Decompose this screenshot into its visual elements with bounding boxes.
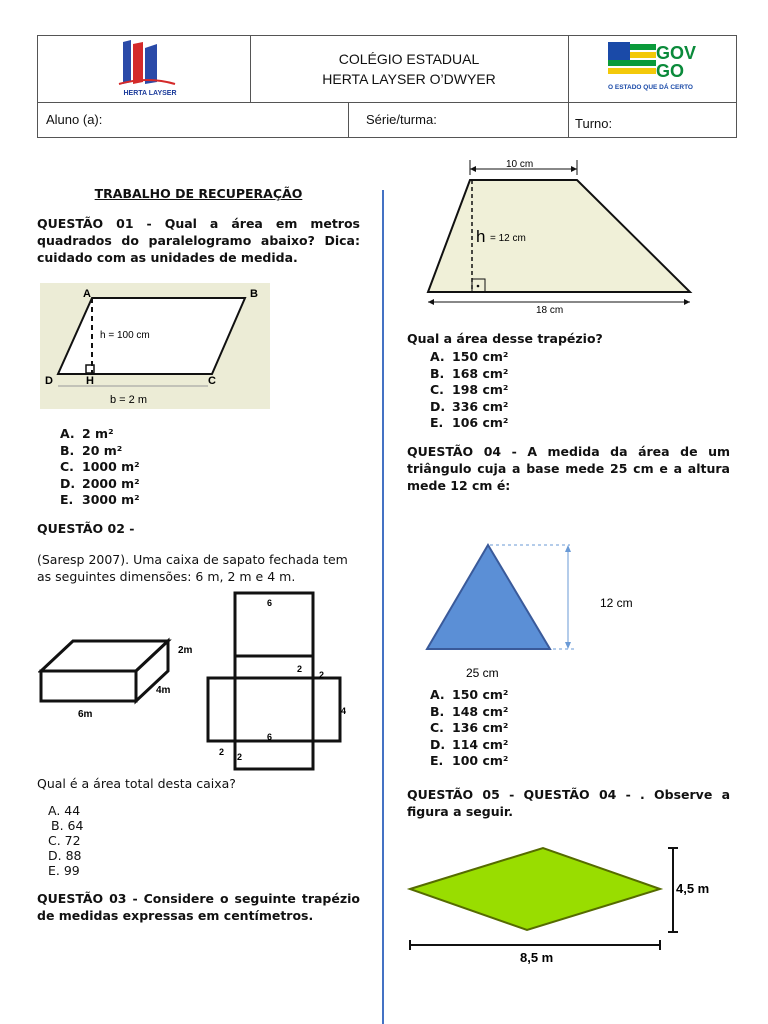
question-05-text: QUESTÃO 05 - QUESTÃO 04 - . Observe a figura a seguir. [407, 787, 730, 819]
option-letter: B. [60, 442, 75, 458]
school-logo-text: HERTA LAYSER [123, 90, 177, 97]
header-col-divider-4 [568, 102, 569, 138]
header-col-divider-3 [348, 102, 349, 138]
option-text: 150 cm² [452, 687, 509, 702]
vertex-b-label: B [250, 288, 258, 300]
trapezoid-top-label: 10 cm [506, 159, 534, 170]
q2-option-a[interactable]: A. 44 [48, 803, 81, 818]
option-text: 3000 m² [82, 492, 140, 507]
rhombus-figure [400, 840, 720, 970]
net-label-b: 2 [319, 670, 325, 680]
option-text: 2 m² [82, 426, 114, 441]
q1-option-d[interactable] [60, 476, 140, 493]
question-02-options [48, 803, 83, 878]
aluno-label: Aluno (a): [46, 112, 103, 127]
triangle-height-label: 12 cm [600, 596, 633, 610]
school-name-line2: HERTA LAYSER O’DWYER [322, 71, 496, 87]
vertex-c-label: C [208, 375, 216, 387]
serie-label: Série/turma: [366, 112, 437, 127]
option-letter: D. [430, 398, 446, 414]
box-height-label: 2m [178, 645, 193, 656]
q3-option-b[interactable] [430, 366, 508, 383]
option-text: 100 cm² [452, 753, 509, 768]
option-text: 198 cm² [452, 382, 509, 397]
question-02-text: (Saresp 2007). Uma caixa de sapato fechada tem as seguintes dimensões: 6 m, 2 m e 4 m. [37, 552, 348, 584]
triangle-base-label: 25 cm [466, 666, 499, 680]
q3-option-d[interactable] [430, 399, 508, 416]
header-col-divider-1 [250, 36, 251, 102]
base-label: b = 2 m [110, 394, 147, 406]
vertex-d-label: D [45, 375, 53, 387]
triangle-figure [420, 540, 670, 680]
q1-option-c[interactable] [60, 459, 140, 476]
option-letter: D. [60, 475, 76, 491]
q1-option-b[interactable] [60, 443, 140, 460]
gov-logo-slogan: O ESTADO QUE DÁ CERTO [608, 84, 693, 91]
net-label-c: 4 [341, 706, 347, 716]
q2-option-d[interactable]: D. 88 [48, 848, 82, 863]
height-label: h = 100 cm [100, 330, 150, 341]
vertex-a-label: A [83, 288, 91, 300]
q2-option-b[interactable]: B. 64 [51, 818, 84, 833]
box-width-label: 6m [78, 709, 93, 720]
question-04-text: QUESTÃO 04 - A medida da área de um triângulo cuja a base mede 25 cm e a altura mede 12 cm é: [407, 444, 730, 493]
gov-logo [608, 42, 708, 98]
page-title: TRABALHO DE RECUPERAÇÃO [94, 186, 303, 201]
q4-option-b[interactable] [430, 704, 508, 721]
trapezoid-h-label: h [476, 227, 486, 246]
trapezoid-h-value: = 12 cm [490, 233, 526, 244]
option-text: 136 cm² [452, 720, 509, 735]
net-top-label: 6 [267, 598, 273, 608]
option-letter: A. [60, 426, 75, 441]
option-text: 114 cm² [452, 736, 509, 752]
option-text: 336 cm² [452, 398, 509, 414]
parallelogram-figure [40, 283, 270, 409]
option-letter: A. [430, 349, 445, 364]
school-logo [113, 38, 183, 100]
net-label-a: 2 [297, 664, 303, 674]
option-text: 148 cm² [452, 703, 509, 719]
rhombus-height-label: 4,5 m [676, 881, 710, 896]
option-letter: B. [430, 703, 445, 719]
option-text: 106 cm² [452, 415, 509, 430]
option-text: 168 cm² [452, 365, 509, 381]
question-01-text: QUESTÃO 01 - Qual a área em metros quadrados do paralelogramo abaixo? Dica: cuidado com as unidades de medida. [37, 216, 360, 265]
question-02-title: QUESTÃO 02 - [37, 521, 135, 536]
q3-option-a[interactable] [430, 349, 508, 366]
rhombus-width-label: 8,5 m [520, 950, 554, 965]
q4-option-d[interactable] [430, 737, 508, 754]
q4-option-c[interactable] [430, 720, 508, 737]
q4-option-a[interactable] [430, 687, 508, 704]
question-03-question: Qual a área desse trapézio? [407, 331, 603, 346]
header-col-divider-2 [568, 36, 569, 102]
option-letter: B. [430, 365, 445, 381]
question-02-question: Qual é a área total desta caixa? [37, 776, 236, 791]
trapezoid-figure [420, 155, 700, 315]
option-text: 150 cm² [452, 349, 509, 364]
q3-option-c[interactable] [430, 382, 508, 399]
column-divider [382, 190, 384, 1024]
q1-option-e[interactable] [60, 492, 140, 509]
option-text: 2000 m² [82, 475, 140, 491]
option-letter: D. [430, 736, 446, 752]
question-01-options [60, 426, 140, 509]
parallelogram-svg [40, 283, 270, 409]
box-depth-label: 4m [156, 685, 171, 696]
option-letter: E. [60, 492, 74, 507]
vertex-h-label: H [86, 375, 94, 387]
q2-option-e[interactable]: E. 99 [48, 863, 80, 878]
question-04-options [430, 687, 508, 770]
turno-label: Turno: [575, 116, 613, 131]
option-text: 1000 m² [82, 459, 140, 474]
option-text: 20 m² [82, 442, 123, 458]
net-label-d: 6 [267, 732, 273, 742]
flag-icon [608, 42, 656, 82]
option-letter: C. [60, 459, 74, 474]
box-net-figure [205, 590, 365, 775]
gov-logo-text: GOV GO [656, 43, 697, 81]
box-figure [38, 633, 208, 723]
q4-option-e[interactable] [430, 753, 508, 770]
header-row-divider [38, 102, 736, 103]
q3-option-e[interactable] [430, 415, 508, 432]
net-label-f: 2 [237, 752, 243, 762]
q2-option-c[interactable]: C. 72 [48, 833, 81, 848]
question-03-options [430, 349, 508, 432]
trapezoid-base-label: 18 cm [536, 305, 564, 315]
option-letter: C. [430, 382, 444, 397]
option-letter: E. [430, 415, 444, 430]
option-letter: C. [430, 720, 444, 735]
school-name-line1: COLÉGIO ESTADUAL [338, 51, 480, 67]
question-03-text: QUESTÃO 03 - Considere o seguinte trapézio de medidas expressas em centímetros. [37, 891, 360, 923]
net-label-e: 2 [219, 747, 225, 757]
option-letter: A. [430, 687, 445, 702]
option-letter: E. [430, 753, 444, 768]
header-table [37, 35, 737, 138]
q1-option-a[interactable] [60, 426, 140, 443]
